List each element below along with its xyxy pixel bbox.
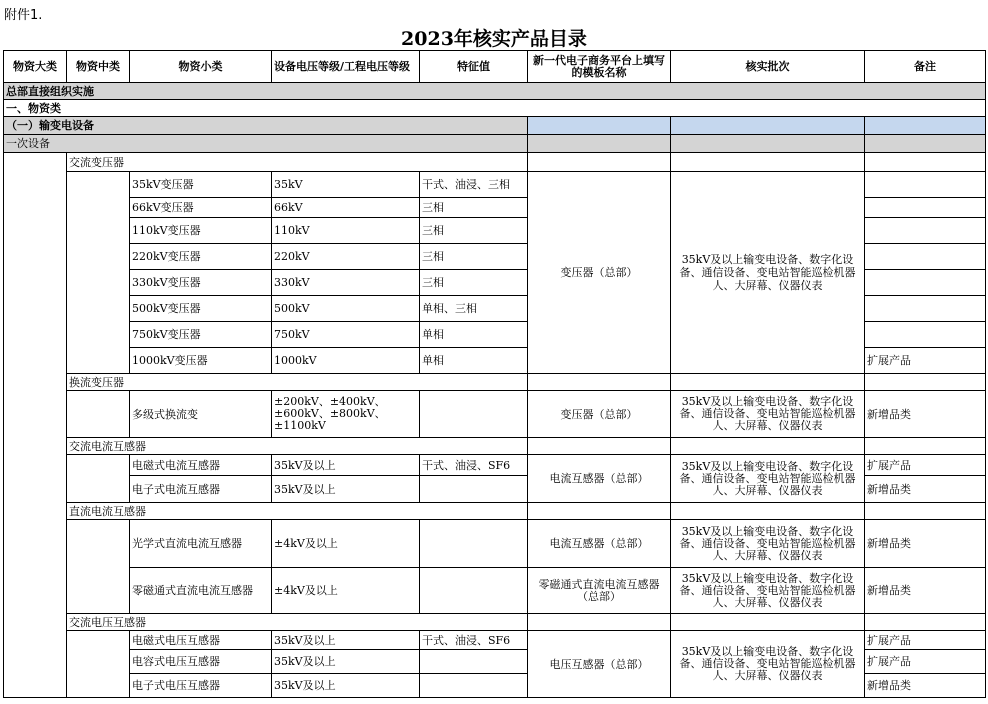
header-sub: 物资小类 (130, 51, 272, 83)
group-dc-ct: 直流电流互感器 (67, 503, 528, 520)
feature-cell: 干式、油浸、SF6 (420, 455, 528, 476)
table-row (4, 455, 986, 476)
blank-cell (865, 503, 986, 520)
template-cell: 变压器（总部） (528, 172, 671, 374)
blank-cell (671, 614, 865, 631)
template-cell: 电压互感器（总部） (528, 631, 671, 698)
header-template: 新一代电子商务平台上填写的模板名称 (528, 51, 671, 83)
sub-cell: 电磁式电压互感器 (130, 631, 272, 650)
blank-cell (865, 135, 986, 153)
remark-cell: 新增品类 (865, 476, 986, 503)
feature-cell (420, 650, 528, 674)
remark-cell: 扩展产品 (865, 348, 986, 374)
section-primary: 一次设备 (4, 135, 528, 153)
remark-cell: 新增品类 (865, 391, 986, 438)
header-middle: 物资中类 (67, 51, 130, 83)
section-materials: 一、物资类 (4, 100, 986, 117)
voltage-cell: ±200kV、±400kV、±600kV、±800kV、±1100kV (272, 391, 420, 438)
feature-cell (420, 476, 528, 503)
blank-cell (865, 614, 986, 631)
section-row (4, 135, 986, 153)
sub-cell: 66kV变压器 (130, 198, 272, 218)
section-transmission: （一）输变电设备 (4, 117, 528, 135)
voltage-cell: 66kV (272, 198, 420, 218)
batch-cell: 35kV及以上输变电设备、数字化设备、通信设备、变电站智能巡检机器人、大屏幕、仪器仪表 (671, 568, 865, 614)
remark-cell (865, 296, 986, 322)
blank-cell (528, 503, 671, 520)
sub-cell: 750kV变压器 (130, 322, 272, 348)
sub-cell: 电子式电流互感器 (130, 476, 272, 503)
blank-cell (671, 153, 865, 172)
product-catalog-table (3, 50, 986, 698)
remark-cell: 扩展产品 (865, 631, 986, 650)
remark-cell (865, 322, 986, 348)
table-row (4, 568, 986, 614)
blank-cell (671, 117, 865, 135)
section-hq: 总部直接组织实施 (4, 83, 986, 100)
feature-cell: 单相 (420, 322, 528, 348)
sub-cell: 35kV变压器 (130, 172, 272, 198)
voltage-cell: 500kV (272, 296, 420, 322)
template-cell: 电流互感器（总部） (528, 455, 671, 503)
remark-cell: 新增品类 (865, 674, 986, 698)
remark-cell: 新增品类 (865, 520, 986, 568)
middle-cell (67, 455, 130, 503)
middle-cell (67, 520, 130, 614)
blank-cell (528, 438, 671, 455)
batch-cell: 35kV及以上输变电设备、数字化设备、通信设备、变电站智能巡检机器人、大屏幕、仪器仪表 (671, 172, 865, 374)
group-row (4, 614, 986, 631)
voltage-cell: 35kV及以上 (272, 650, 420, 674)
voltage-cell: 330kV (272, 270, 420, 296)
template-cell: 零磁通式直流电流互感器（总部） (528, 568, 671, 614)
section-row (4, 83, 986, 100)
feature-cell: 单相 (420, 348, 528, 374)
attachment-label: 附件1. (4, 8, 43, 23)
blank-cell (865, 153, 986, 172)
blank-cell (865, 117, 986, 135)
sub-cell: 电子式电压互感器 (130, 674, 272, 698)
middle-cell (67, 631, 130, 698)
middle-cell (67, 391, 130, 438)
table-row (4, 172, 986, 198)
feature-cell (420, 520, 528, 568)
voltage-cell: ±4kV及以上 (272, 568, 420, 614)
remark-cell (865, 172, 986, 198)
feature-cell: 三相 (420, 198, 528, 218)
remark-cell: 新增品类 (865, 568, 986, 614)
group-row (4, 374, 986, 391)
table-row (4, 391, 986, 438)
blank-cell (671, 438, 865, 455)
voltage-cell: ±4kV及以上 (272, 520, 420, 568)
sub-cell: 电容式电压互感器 (130, 650, 272, 674)
sub-cell: 光学式直流电流互感器 (130, 520, 272, 568)
blank-cell (528, 374, 671, 391)
table-row (4, 631, 986, 650)
blank-cell (671, 503, 865, 520)
feature-cell: 三相 (420, 218, 528, 244)
voltage-cell: 750kV (272, 322, 420, 348)
group-ac-transformer: 交流变压器 (67, 153, 528, 172)
blank-cell (865, 438, 986, 455)
group-converter-transformer: 换流变压器 (67, 374, 528, 391)
group-row (4, 438, 986, 455)
sub-cell: 零磁通式直流电流互感器 (130, 568, 272, 614)
middle-cell (67, 172, 130, 374)
remark-cell (865, 218, 986, 244)
sub-cell: 电磁式电流互感器 (130, 455, 272, 476)
batch-cell: 35kV及以上输变电设备、数字化设备、通信设备、变电站智能巡检机器人、大屏幕、仪器仪表 (671, 631, 865, 698)
feature-cell (420, 674, 528, 698)
voltage-cell: 1000kV (272, 348, 420, 374)
table-row (4, 520, 986, 568)
batch-cell: 35kV及以上输变电设备、数字化设备、通信设备、变电站智能巡检机器人、大屏幕、仪器仪表 (671, 455, 865, 503)
sub-cell: 330kV变压器 (130, 270, 272, 296)
batch-cell: 35kV及以上输变电设备、数字化设备、通信设备、变电站智能巡检机器人、大屏幕、仪器仪表 (671, 391, 865, 438)
sub-cell: 多级式换流变 (130, 391, 272, 438)
group-ac-ct: 交流电流互感器 (67, 438, 528, 455)
sub-cell: 1000kV变压器 (130, 348, 272, 374)
header-row (4, 51, 986, 83)
page-title: 2023年核实产品目录 (401, 28, 587, 50)
feature-cell: 三相 (420, 270, 528, 296)
voltage-cell: 35kV (272, 172, 420, 198)
blank-cell (528, 153, 671, 172)
remark-cell: 扩展产品 (865, 455, 986, 476)
header-feature: 特征值 (420, 51, 528, 83)
voltage-cell: 35kV及以上 (272, 476, 420, 503)
blank-cell (865, 374, 986, 391)
sub-cell: 500kV变压器 (130, 296, 272, 322)
header-voltage: 设备电压等级/工程电压等级 (272, 51, 420, 83)
header-category: 物资大类 (4, 51, 67, 83)
blank-cell (671, 374, 865, 391)
blank-cell (671, 135, 865, 153)
category-cell (4, 153, 67, 698)
voltage-cell: 35kV及以上 (272, 455, 420, 476)
feature-cell (420, 568, 528, 614)
remark-cell: 扩展产品 (865, 650, 986, 674)
group-row (4, 503, 986, 520)
blank-cell (528, 135, 671, 153)
group-row (4, 153, 986, 172)
section-row (4, 100, 986, 117)
feature-cell: 单相、三相 (420, 296, 528, 322)
remark-cell (865, 244, 986, 270)
sub-cell: 220kV变压器 (130, 244, 272, 270)
header-batch: 核实批次 (671, 51, 865, 83)
template-cell: 变压器（总部） (528, 391, 671, 438)
section-row (4, 117, 986, 135)
blank-cell (528, 614, 671, 631)
group-ac-vt: 交流电压互感器 (67, 614, 528, 631)
header-remark: 备注 (865, 51, 986, 83)
remark-cell (865, 198, 986, 218)
voltage-cell: 35kV及以上 (272, 631, 420, 650)
feature-cell: 三相 (420, 244, 528, 270)
blank-cell (528, 117, 671, 135)
voltage-cell: 220kV (272, 244, 420, 270)
feature-cell: 干式、油浸、SF6 (420, 631, 528, 650)
sub-cell: 110kV变压器 (130, 218, 272, 244)
voltage-cell: 35kV及以上 (272, 674, 420, 698)
template-cell: 电流互感器（总部） (528, 520, 671, 568)
feature-cell (420, 391, 528, 438)
voltage-cell: 110kV (272, 218, 420, 244)
feature-cell: 干式、油浸、三相 (420, 172, 528, 198)
batch-cell: 35kV及以上输变电设备、数字化设备、通信设备、变电站智能巡检机器人、大屏幕、仪器仪表 (671, 520, 865, 568)
remark-cell (865, 270, 986, 296)
